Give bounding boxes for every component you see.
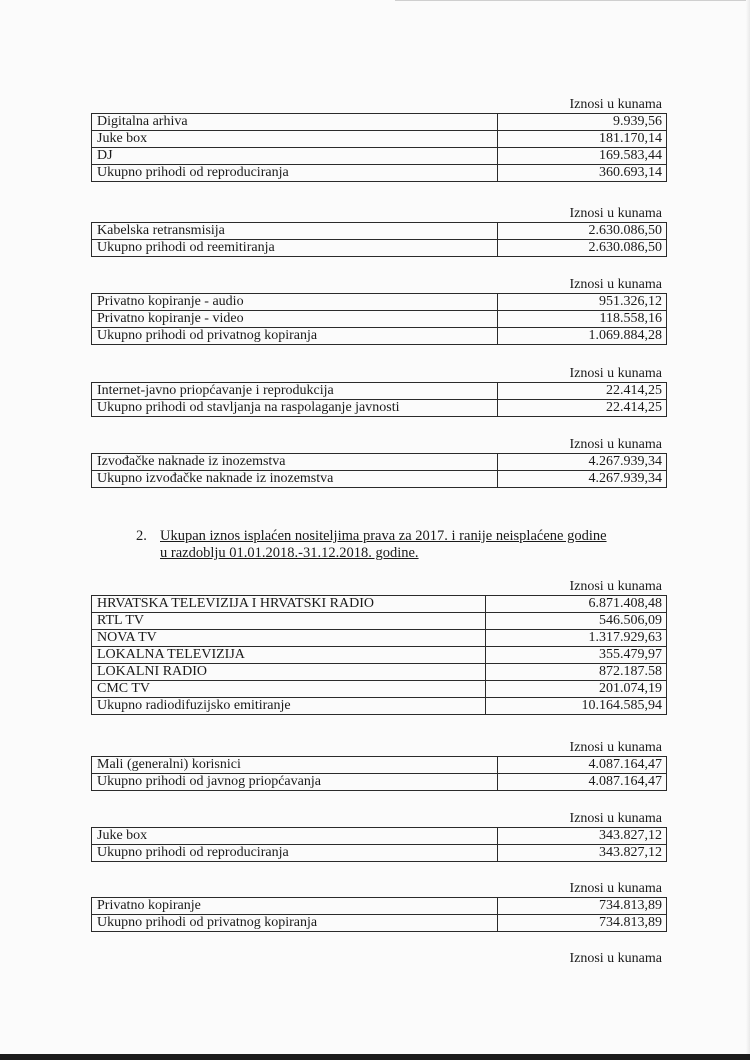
row-value: 1.317.929,63 <box>486 630 667 647</box>
row-value: 4.267.939,34 <box>498 471 667 488</box>
table-block-privatno-kopiranje <box>91 277 667 345</box>
scan-bottom-bar <box>0 1054 750 1060</box>
trailing-header-block <box>91 951 666 967</box>
section-number: 2. <box>136 528 147 544</box>
row-label: Digitalna arhiva <box>92 114 498 131</box>
table-block-inozemstvo <box>91 437 667 488</box>
row-label: LOKALNA TELEVIZIJA <box>92 647 486 664</box>
column-header: Iznosi u kunama <box>569 206 662 221</box>
row-value: 343.827,12 <box>498 828 667 845</box>
table <box>91 382 667 417</box>
row-label: Ukupno izvođačke naknade iz inozemstva <box>92 471 498 488</box>
table <box>91 113 667 182</box>
row-value: 734.813,89 <box>498 915 667 932</box>
table-row <box>92 596 667 613</box>
row-value: 546.506,09 <box>486 613 667 630</box>
row-value: 4.267.939,34 <box>498 454 667 471</box>
table-row <box>92 471 667 488</box>
table-block-reemitiranje <box>91 206 667 257</box>
table-block-reproduciranje <box>91 97 667 182</box>
row-label: Ukupno prihodi od reproduciranja <box>92 165 498 182</box>
column-header: Iznosi u kunama <box>569 97 662 112</box>
table-row <box>92 165 667 182</box>
table-row <box>92 131 667 148</box>
table-row <box>92 454 667 471</box>
column-header: Iznosi u kunama <box>569 579 662 594</box>
row-value: 118.558,16 <box>498 311 667 328</box>
row-value: 9.939,56 <box>498 114 667 131</box>
table-row <box>92 223 667 240</box>
column-header: Iznosi u kunama <box>569 951 662 966</box>
page-right-edge <box>746 0 750 1060</box>
row-label: Izvođačke naknade iz inozemstva <box>92 454 498 471</box>
row-label: Privatno kopiranje - video <box>92 311 498 328</box>
column-header: Iznosi u kunama <box>569 740 662 755</box>
section-title-line: u razdoblju 01.01.2018.-31.12.2018. godine. <box>160 545 419 561</box>
row-label: Juke box <box>92 131 498 148</box>
column-header: Iznosi u kunama <box>569 437 662 452</box>
row-value: 2.630.086,50 <box>498 223 667 240</box>
row-value: 22.414,25 <box>498 383 667 400</box>
table <box>91 222 667 257</box>
table-block-javno-priopcavanje <box>91 740 667 791</box>
row-label: Mali (generalni) korisnici <box>92 757 498 774</box>
row-label: RTL TV <box>92 613 486 630</box>
row-label: CMC TV <box>92 681 486 698</box>
table-row <box>92 328 667 345</box>
table-row <box>92 698 667 715</box>
table <box>91 756 667 791</box>
table-row <box>92 114 667 131</box>
row-value: 10.164.585,94 <box>486 698 667 715</box>
table <box>91 897 667 932</box>
row-label: Ukupno prihodi od reproduciranja <box>92 845 498 862</box>
row-value: 6.871.408,48 <box>486 596 667 613</box>
table-row <box>92 681 667 698</box>
row-value: 4.087.164,47 <box>498 757 667 774</box>
table <box>91 453 667 488</box>
row-label: Ukupno prihodi od privatnog kopiranja <box>92 915 498 932</box>
table-row <box>92 647 667 664</box>
row-label: Ukupno prihodi od reemitiranja <box>92 240 498 257</box>
table-block-reproduciranje-2 <box>91 811 667 862</box>
table-row <box>92 240 667 257</box>
row-value: 355.479,97 <box>486 647 667 664</box>
table-block-internet <box>91 366 667 417</box>
table-row <box>92 757 667 774</box>
row-label: Juke box <box>92 828 498 845</box>
row-value: 4.087.164,47 <box>498 774 667 791</box>
row-value: 201.074,19 <box>486 681 667 698</box>
column-header: Iznosi u kunama <box>569 811 662 826</box>
row-value: 22.414,25 <box>498 400 667 417</box>
row-value: 360.693,14 <box>498 165 667 182</box>
row-value: 181.170,14 <box>498 131 667 148</box>
row-label: Kabelska retransmisija <box>92 223 498 240</box>
row-value: 2.630.086,50 <box>498 240 667 257</box>
row-label: Ukupno prihodi od javnog priopćavanja <box>92 774 498 791</box>
table-row <box>92 383 667 400</box>
table-block-radiodifuzija <box>91 579 667 715</box>
column-header: Iznosi u kunama <box>569 277 662 292</box>
column-header: Iznosi u kunama <box>569 366 662 381</box>
row-label: NOVA TV <box>92 630 486 647</box>
row-value: 169.583,44 <box>498 148 667 165</box>
page-top-edge <box>395 0 750 1</box>
table-row <box>92 828 667 845</box>
row-value: 1.069.884,28 <box>498 328 667 345</box>
row-value: 951.326,12 <box>498 294 667 311</box>
row-label: Privatno kopiranje - audio <box>92 294 498 311</box>
section-title-line: Ukupan iznos isplaćen nositeljima prava za 2017. i ranije neisplaćene godine <box>160 528 607 544</box>
table-row <box>92 630 667 647</box>
table-row <box>92 915 667 932</box>
row-value: 872.187.58 <box>486 664 667 681</box>
table-row <box>92 845 667 862</box>
table-row <box>92 898 667 915</box>
row-label: Ukupno prihodi od stavljanja na raspolaganje javnosti <box>92 400 498 417</box>
table <box>91 827 667 862</box>
row-label: HRVATSKA TELEVIZIJA I HRVATSKI RADIO <box>92 596 486 613</box>
table-row <box>92 613 667 630</box>
row-label: Ukupno prihodi od privatnog kopiranja <box>92 328 498 345</box>
table-block-privatno-kopiranje-2 <box>91 881 667 932</box>
row-label: Privatno kopiranje <box>92 898 498 915</box>
row-label: Ukupno radiodifuzijsko emitiranje <box>92 698 486 715</box>
section-title <box>160 528 660 562</box>
table-row <box>92 294 667 311</box>
table-row <box>92 311 667 328</box>
table <box>91 595 667 715</box>
table-row <box>92 664 667 681</box>
row-value: 734.813,89 <box>498 898 667 915</box>
table <box>91 293 667 345</box>
table-row <box>92 774 667 791</box>
row-label: Internet-javno priopćavanje i reprodukcija <box>92 383 498 400</box>
table-row <box>92 148 667 165</box>
column-header: Iznosi u kunama <box>569 881 662 896</box>
table-row <box>92 400 667 417</box>
row-label: LOKALNI RADIO <box>92 664 486 681</box>
row-value: 343.827,12 <box>498 845 667 862</box>
row-label: DJ <box>92 148 498 165</box>
